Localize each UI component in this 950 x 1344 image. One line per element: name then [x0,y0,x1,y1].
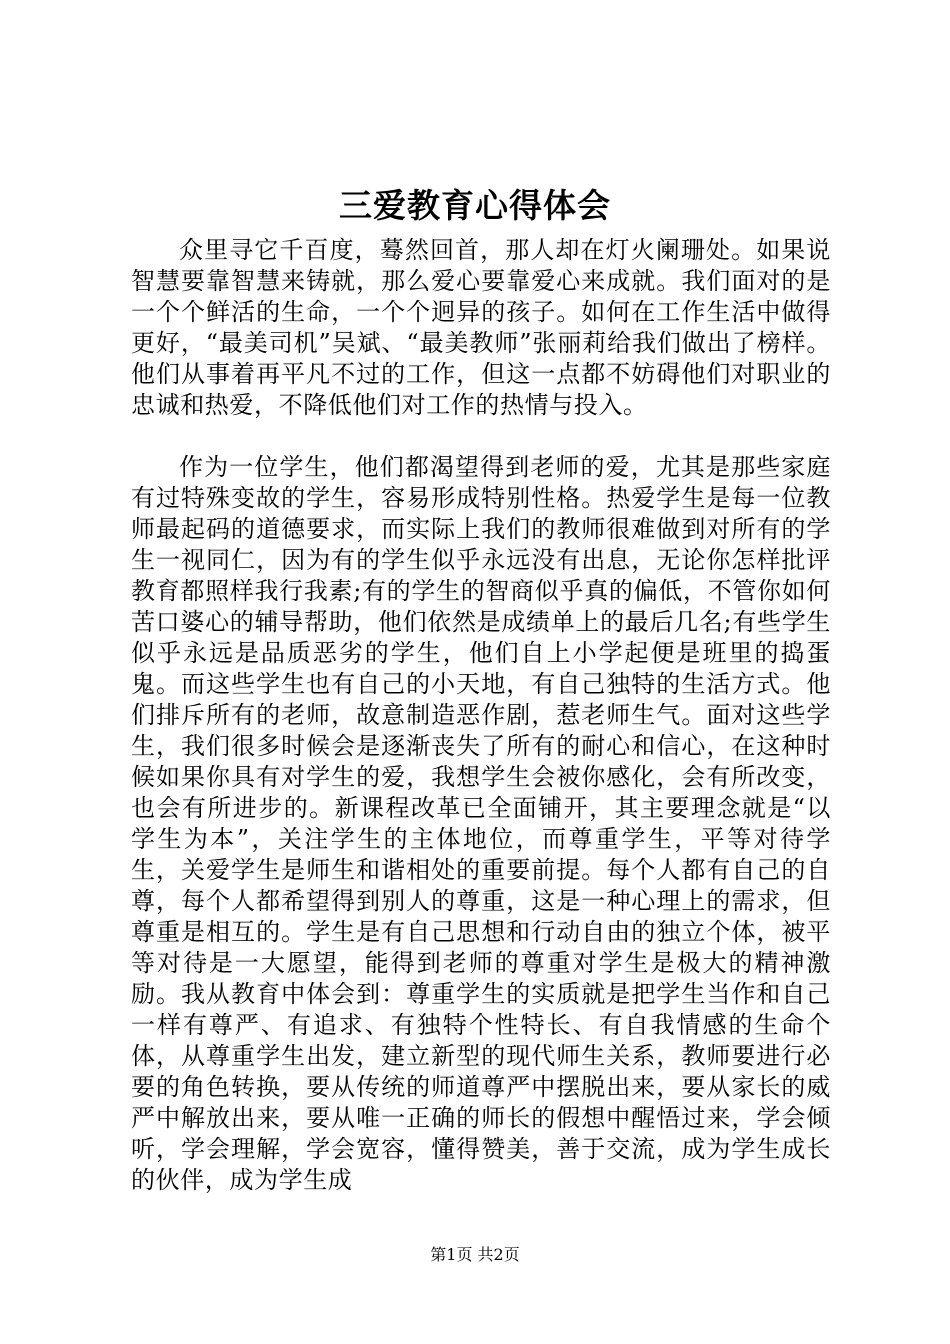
page-footer: 第1页 共2页 [430,1245,520,1264]
document-title: 三爱教育心得体会 [339,186,611,225]
paragraph-2: 作为一位学生，他们都渴望得到老师的爱，尤其是那些家庭有过特殊变故的学生，容易形成特别性格。热爱学生是每一位教师最起码的道德要求，而实际上我们的教师很难做到对所有的学生一视同仁，因为有的学生似乎永远没有出息，无论你怎样批评教育都照样我行我素;有的学生的智商似乎真的偏低，不管你如何苦口婆心的辅导帮助，他们依然是成绩单上的最后几名;有些学生似乎永远是品质恶劣的学生，他们自上小学起便是班里的捣蛋鬼。而这些学生也有自己的小天地，有自己独特的生活方式。他们排斥所有的老师，故意制造恶作剧，惹老师生气。面对这些学生，我们很多时候会是逐渐丧失了所有的耐心和信心，在这种时候如果你具有对学生的爱，我想学生会被你感化，会有所改变，也会有所进步的。新课程改革已全面铺开，其主要理念就是“以学生为本”，关注学生的主体地位，而尊重学生，平等对待学生，关爱学生是师生和谐相处的重要前提。每个人都有自己的自尊，每个人都希望得到别人的尊重，这是一种心理上的需求，但尊重是相互的。学生是有自己思想和行动自由的独立个体，被平等对待是一大愿望，能得到老师的尊重对学生是极大的精神激励。我从教育中体会到：尊重学生的实质就是把学生当作和自己一样有尊严、有追求、有独特个性特长、有自我情感的生命个体，从尊重学生出发，建立新型的现代师生关系，教师要进行必要的角色转换，要从传统的师道尊严中摆脱出来，要从家长的威严中解放出来，要从唯一正确的师长的假想中醒悟过来，学会倾听，学会理解，学会宽容，懂得赞美，善于交流，成为学生成长的伙伴，成为学生成 [131,453,831,1194]
paragraph-1: 众里寻它千百度，蓦然回首，那人却在灯火阑珊处。如果说智慧要靠智慧来铸就，那么爱心要靠爱心来成就。我们面对的是一个个鲜活的生命，一个个迥异的孩子。如何在工作生活中做得更好，“最美司机”吴斌、“最美教师”张丽莉给我们做出了榜样。他们从事着再平凡不过的工作，但这一点都不妨碍他们对职业的忠诚和热爱，不降低他们对工作的热情与投入。 [131,236,831,419]
